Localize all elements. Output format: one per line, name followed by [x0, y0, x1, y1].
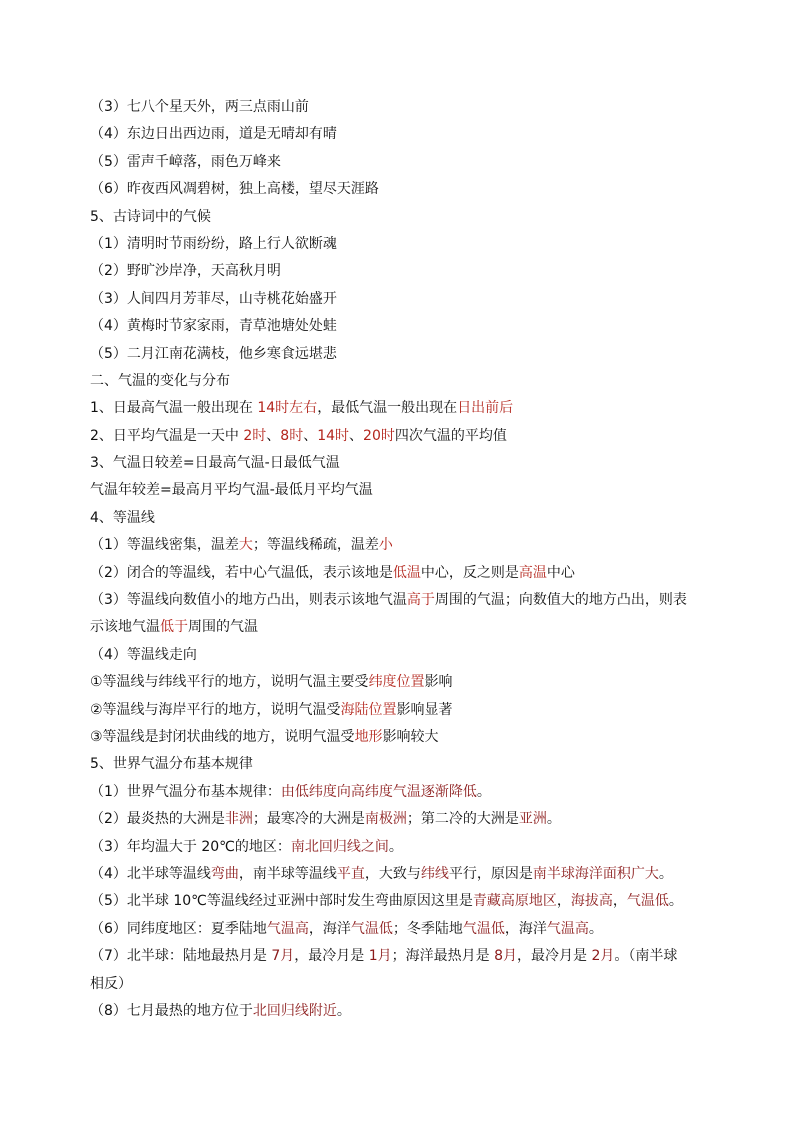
text-segment: ；冬季陆地 — [392, 920, 463, 937]
text-line — [90, 806, 710, 833]
highlighted-text: 纬线 — [420, 865, 449, 882]
text-segment: ，最冷月是 — [294, 948, 369, 965]
text-segment: 、 — [303, 427, 318, 444]
text-segment: （6）昨夜西风凋碧树，独上高楼，望尽天涯路 — [90, 181, 379, 198]
text-line — [90, 341, 710, 368]
text-line — [90, 94, 710, 121]
text-segment: 。 — [668, 893, 683, 910]
text-line — [90, 724, 710, 751]
highlighted-text: 海陆位置 — [340, 701, 397, 718]
highlighted-text: 非洲 — [224, 811, 253, 828]
text-line — [90, 916, 710, 943]
highlighted-text: 高于 — [406, 592, 435, 609]
text-segment: （4）北半球等温线 — [90, 865, 211, 882]
highlighted-text: 南北回归线之间 — [290, 838, 389, 855]
highlighted-text: 小 — [378, 537, 393, 554]
text-segment: 4、等温线 — [90, 509, 155, 526]
text-segment: （1）等温线密集，温差 — [90, 537, 239, 554]
text-segment: （3）七八个星天外，两三点雨山前 — [90, 99, 309, 115]
text-line — [90, 779, 710, 806]
text-segment: 。 — [388, 838, 403, 855]
text-segment: （6）同纬度地区：夏季陆地 — [90, 920, 267, 937]
text-line — [90, 642, 710, 669]
highlighted-text: 弯曲 — [210, 865, 239, 882]
text-line — [90, 669, 710, 696]
highlighted-text: 亚洲 — [518, 811, 547, 828]
text-line — [90, 286, 710, 313]
highlighted-text: 高温 — [518, 564, 547, 581]
text-segment: ③等温线是封闭状曲线的地方，说明气温受 — [90, 728, 355, 745]
text-line — [90, 560, 710, 587]
text-segment: （5）二月江南花满枝，他乡寒食远堪悲 — [90, 345, 337, 362]
text-segment: ，最低气温一般出现在 — [317, 400, 458, 417]
text-segment: （4）等温线走向 — [90, 646, 197, 663]
text-line — [90, 505, 710, 532]
text-line — [90, 176, 710, 203]
text-segment: 1、日最高气温一般出现在 — [90, 400, 258, 417]
text-segment: 影响显著 — [396, 701, 453, 718]
text-line — [90, 231, 710, 258]
text-segment: （5）雷声千嶂落，雨色万峰来 — [90, 153, 281, 170]
highlighted-text: 气温低 — [462, 920, 505, 937]
text-line — [90, 450, 710, 477]
highlighted-text: 14时 — [317, 427, 350, 444]
highlighted-text: 南极洲 — [364, 811, 407, 828]
text-segment: 、 — [349, 427, 364, 444]
text-segment: （4）东边日出西边雨，道是无晴却有晴 — [90, 126, 337, 143]
text-segment: （1）清明时节雨纷纷，路上行人欲断魂 — [90, 235, 337, 252]
text-segment: ，大致与 — [364, 865, 421, 882]
text-segment: 5、古诗词中的气候 — [90, 208, 211, 225]
highlighted-text: 8时 — [280, 427, 304, 444]
text-segment: 示该地气温 — [90, 619, 160, 636]
text-segment: ；海洋最热月是 — [391, 948, 495, 965]
text-segment: 中心 — [546, 564, 575, 581]
text-segment: （5）北半球 10℃等温线经过亚洲中部时发生弯曲原因这里是 — [90, 893, 473, 910]
highlighted-text: 平直 — [336, 865, 365, 882]
highlighted-text: 大 — [238, 537, 253, 554]
text-segment: 。 — [588, 920, 603, 937]
highlighted-text: 2月 — [591, 948, 615, 965]
text-segment: 中心，反之则是 — [420, 564, 519, 581]
highlighted-text: 气温高 — [266, 920, 309, 937]
highlighted-text: 2时 — [243, 427, 267, 444]
text-segment: ， — [612, 893, 627, 910]
text-line — [90, 423, 710, 450]
text-line — [90, 204, 710, 231]
text-line — [90, 258, 710, 285]
highlighted-text: 20时 — [363, 427, 395, 444]
highlighted-text: 海拔高 — [570, 893, 613, 910]
text-line — [90, 313, 710, 340]
text-line — [90, 477, 710, 504]
text-line — [90, 587, 710, 614]
text-segment: 影响 — [424, 674, 453, 691]
text-segment: ，南半球等温线 — [238, 865, 337, 882]
text-segment: ，海洋 — [308, 920, 351, 937]
text-segment: （1）世界气温分布基本规律： — [90, 783, 281, 800]
highlighted-text: 8月 — [494, 948, 518, 965]
highlighted-text: 地形 — [354, 728, 383, 745]
text-segment: 5、世界气温分布基本规律 — [90, 756, 253, 773]
text-line — [90, 751, 710, 778]
text-line — [90, 861, 710, 888]
text-segment: ，最冷月是 — [517, 948, 592, 965]
highlighted-text: 纬度位置 — [368, 674, 425, 691]
text-line — [90, 532, 710, 559]
text-segment: 。（南半球 — [614, 948, 678, 965]
text-segment: 。 — [476, 783, 491, 800]
text-segment: 。 — [336, 1002, 351, 1019]
text-segment: 影响较大 — [382, 728, 439, 745]
highlighted-text: 由低纬度向高纬度气温逐渐降低 — [280, 783, 477, 800]
text-segment: 二、气温的变化与分布 — [90, 372, 230, 389]
highlighted-text: 1月 — [368, 948, 392, 965]
text-line — [90, 697, 710, 724]
text-line — [90, 368, 710, 395]
text-segment: 。 — [658, 865, 673, 882]
text-line — [90, 943, 710, 970]
highlighted-text: 低温 — [392, 564, 421, 581]
text-segment: 周围的气温 — [188, 619, 258, 636]
text-segment: ， — [556, 893, 571, 910]
text-segment: ；最寒冷的大洲是 — [252, 811, 365, 828]
text-line — [90, 971, 710, 998]
text-line — [90, 395, 710, 422]
highlighted-text: 日出前后 — [457, 400, 514, 417]
text-segment: 周围的气温；向数值大的地方凸出，则表 — [434, 592, 687, 609]
text-segment: 四次气温的平均值 — [394, 427, 507, 444]
text-segment: ；第二冷的大洲是 — [406, 811, 519, 828]
highlighted-text: 气温低 — [626, 893, 669, 910]
text-segment: ；等温线稀疏，温差 — [252, 537, 379, 554]
text-segment: 2、日平均气温是一天中 — [90, 427, 244, 444]
highlighted-text: 气温低 — [350, 920, 393, 937]
text-segment: （3）等温线向数值小的地方凸出，则表示该地气温 — [90, 592, 407, 609]
document-body — [90, 94, 710, 1025]
highlighted-text: 7月 — [271, 948, 295, 965]
text-segment: 气温年较差=最高月平均气温-最低月平均气温 — [90, 482, 373, 499]
text-line — [90, 614, 710, 641]
text-segment: ，海洋 — [504, 920, 547, 937]
text-segment: （3）人间四月芳菲尽，山寺桃花始盛开 — [90, 290, 337, 307]
text-segment: 3、气温日较差=日最高气温-日最低气温 — [90, 455, 340, 472]
text-segment: （8）七月最热的地方位于 — [90, 1002, 253, 1019]
text-segment: 、 — [266, 427, 281, 444]
text-line — [90, 121, 710, 148]
text-segment: ②等温线与海岸平行的地方，说明气温受 — [90, 701, 341, 718]
highlighted-text: 低于 — [160, 619, 188, 636]
highlighted-text: 气温高 — [546, 920, 589, 937]
highlighted-text: 14时左右 — [257, 400, 318, 417]
text-segment: （2）最炎热的大洲是 — [90, 811, 225, 828]
highlighted-text: 南半球海洋面积广大 — [532, 865, 659, 882]
text-line — [90, 834, 710, 861]
text-segment: ①等温线与纬线平行的地方，说明气温主要受 — [90, 674, 369, 691]
text-segment: 。 — [546, 811, 561, 828]
text-segment: 平行，原因是 — [448, 865, 533, 882]
highlighted-text: 北回归线附近 — [252, 1002, 337, 1019]
text-segment: （3）年均温大于 20℃的地区： — [90, 838, 291, 855]
text-line — [90, 888, 710, 915]
text-segment: （2）闭合的等温线，若中心气温低，表示该地是 — [90, 564, 393, 581]
text-line — [90, 149, 710, 176]
text-segment: （7）北半球：陆地最热月是 — [90, 948, 272, 965]
text-line — [90, 998, 710, 1025]
text-segment: （2）野旷沙岸净，天高秋月明 — [90, 263, 281, 280]
highlighted-text: 青藏高原地区 — [472, 893, 557, 910]
text-segment: 相反） — [90, 975, 132, 992]
text-segment: （4）黄梅时节家家雨，青草池塘处处蛙 — [90, 318, 337, 335]
